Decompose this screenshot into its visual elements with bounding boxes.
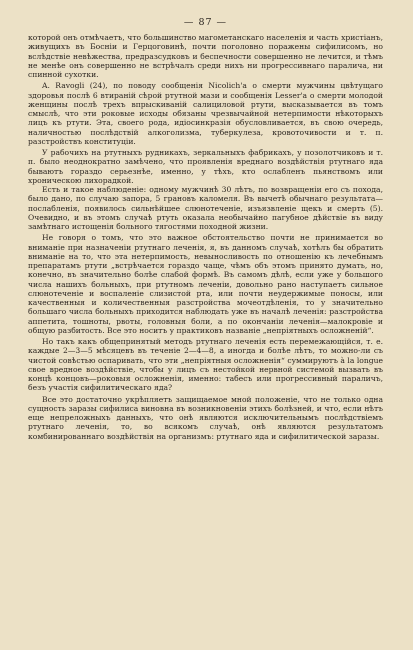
paragraph-7: Все это достаточно укрѣпляетъ защищаемое мной положеніе, что не только одна сущность заразы сифилиса виновна въ возникновеніи этихъ болѣзней, и что, если нѣтъ еще непреложныхъ данныхъ, что онѣ являются исключительнымъ послѣдствіемъ ртутнаго леченія, то, во всякомъ случаѣ, онѣ являются результатомъ комбинированнаго воздѣйствія на организмъ: ртутнаго яда и сифилитической заразы.: [28, 394, 383, 441]
paragraph-5: Не говоря о томъ, что это важное обстоятельство почти не принимается во вниманіе при назначеніи ртутнаго леченія, я, въ данномъ случаѣ, хотѣлъ бы обратить вниманіе на то, что эта нетерпимость, невыносливость по отношенію къ лечебнымъ препаратамъ ртути „встрѣчается гораздо чаще, чѣмъ объ этомъ принято думать, но, конечно, въ значительно болѣе слабой формѣ. Въ самомъ дѣлѣ, если уже у большого числа нашихъ больныхъ, при ртутномъ леченіи, довольно рано наступаетъ сильное слюнотеченіе и воспаленіе слизистой рта, или почти неудержимые поносы, или качественныя и количественныя разстройства мочеотдѣленія, то у значительно большаго числа больныхъ приходится наблюдать уже въ началѣ леченія: разстройства аппетита, тошноты, рвоты, головныя боли, а по окончаніи леченія—малокровіе и общую разбитость. Все это носитъ у практиковъ названіе „непріятныхъ осложненій“.: [28, 233, 383, 335]
paragraph-2: A. Ravogli (24), по поводу сообщенія Nicolich'a о смерти мужчины цвѣтущаго здоровья послѣ 6 втираній сѣрой ртутной мази и сообщенія Lesser'a о смерти молодой женщины послѣ трехъ впрыскиваній салициловой ртути, высказывается въ томъ смыслѣ, что эти роковые исходы обязаны чрезвычайной нетерпимости нѣкоторыхъ лицъ къ ртути. Эта, своего рода, идіосинкразія обусловливается, въ свою очередь, наличностью послѣдствій алкоголизма, туберкулеза, кровоточивости и т. п. разстройствъ конституціи.: [28, 81, 383, 146]
paragraph-3: У рабочихъ на ртутныхъ рудникахъ, зеркальныхъ фабрикахъ, у позолотчиковъ и т. п. было неоднократно замѣчено, что проявленія вреднаго воздѣйствія ртутнаго яда бываютъ гораздо серьезнѣе, именно, у тѣхъ, кто ослабленъ пьянствомъ или хроническою лихорадкой.: [28, 148, 383, 185]
paragraph-4: Есть и такое наблюденіе: одному мужчинѣ 30 лѣтъ, по возвращеніи его съ похода, было дано, по случаю запора, 5 грановъ каломеля. Въ вычетѣ обычнаго результата—послабленія, появилось сильнѣйшее слюнотеченіе, изъязвленіе щекъ и смерть (5). Очевидно, и въ этомъ случаѣ ртуть оказала необычайно пагубное дѣйствіе въ виду замѣтнаго истощенія больного тягостями походной жизни.: [28, 185, 383, 231]
paragraph-1: которой онъ отмѣчаетъ, что большинство магометанскаго населенія и часть христіанъ, живущихъ въ Босніи и Герцоговинѣ, почти поголовно поражены сифилисомъ, но вслѣдствіе невѣжества, предразсудковъ и беспечности совершенно не лечится, и тѣмъ не менѣе онъ совершенно не встрѣчалъ среди нихъ ни прогрессивнаго паралича, ни спинной сухотки.: [28, 33, 383, 79]
paragraph-6: Но такъ какъ общепринятый методъ ртутнаго леченія есть перемежающійся, т. е. каждые 2—3—5 мѣсяцевъ въ теченіе 2—4—8, а иногда и болѣе лѣтъ, то можно-ли съ чистой совѣстью оспаривать, что эти „непріятныя осложненія“ суммируютъ à la longue свое вредное воздѣйствіе, чтобы у лицъ съ нестойкой нервной системой вызвать въ концѣ концовъ—роковыя осложненія, именно: табесъ или прогрессивный параличъ, безъ участія сифилитическаго яда?: [28, 337, 383, 393]
page-number: — 87 —: [183, 17, 228, 28]
